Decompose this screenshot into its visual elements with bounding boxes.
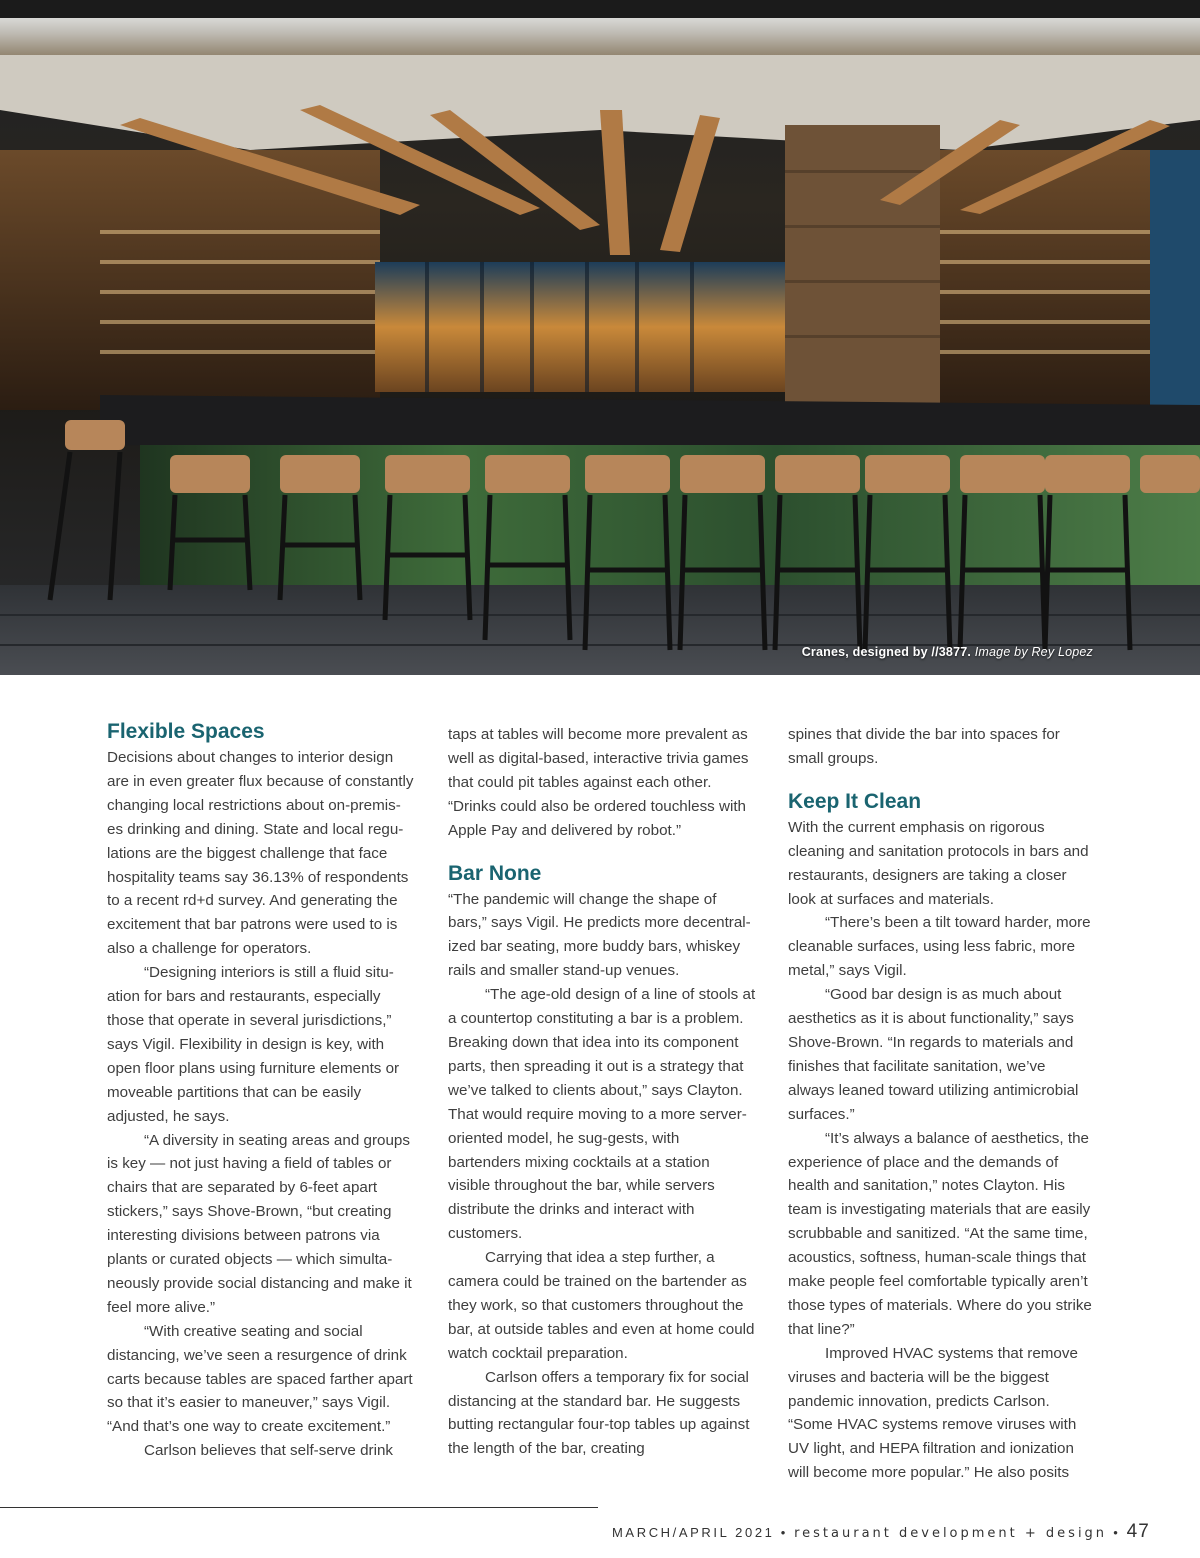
- heading-keep-it-clean: Keep It Clean: [788, 789, 922, 813]
- paragraph: Carlson offers a temporary fix for social distancing at the standard bar. He suggests butting rectangular four-top tables up against the length of the bar, creating: [448, 1368, 750, 1458]
- page-footer: [612, 1521, 1150, 1543]
- bar-interior-illustration: [0, 0, 1200, 675]
- bullet-separator: •: [780, 1525, 795, 1540]
- hero-photo: [0, 0, 1200, 675]
- bullet-separator: •: [1113, 1525, 1127, 1540]
- heading-bar-none: Bar None: [448, 861, 542, 885]
- paragraph: taps at tables will become more prevalent as well as digital-based, interactive trivia games that could pit tables against each other. “Drinks could also be ordered touchless with Apple Pay and delivered by robot.”: [448, 726, 749, 839]
- paragraph: Carrying that idea a step further, a camera could be trained on the bartender as they work, so that customers throughout the bar, at outside tables and even at home could watch cocktail preparation.: [448, 1249, 755, 1362]
- paragraph: spines that divide the bar into spaces for small groups.: [788, 726, 1060, 767]
- paragraph: “Good bar design is as much about aesthetics as it is about functionality,” says Shove-Brown. “In regards to materials and finishes that facilitate sanitation, we’ve always leaned toward utilizing antimicrobial surfaces.”: [788, 986, 1079, 1123]
- paragraph: Carlson believes that self-serve drink: [144, 1442, 394, 1460]
- article-column-1: [107, 718, 415, 1463]
- paragraph: “The pandemic will change the shape of bars,” says Vigil. He predicts more decentral-ized bar seating, more buddy bars, whiskey rails and smaller stand-up venues.: [448, 890, 751, 980]
- paragraph: “There’s been a tilt toward harder, more cleanable surfaces, using less fabric, more metal,” says Vigil.: [788, 914, 1091, 980]
- photo-caption: [802, 645, 1093, 659]
- paragraph: “It’s always a balance of aesthetics, the experience of place and the demands of health and sanitation,” notes Clayton. His team is investigating materials that are easily scrubbable and sanitized. “At the same time, acoustics, softness, human-scale things that make people feel comfortable typically aren’t those types of materials. Where do you strike that line?”: [788, 1129, 1092, 1338]
- paragraph: Decisions about changes to interior design are in even greater flux because of constantly changing local restrictions about on-premis-es drinking and dining. State and local regu-lations are the biggest challenge that face hospitality teams say 36.13% of respondents to a recent rd+d survey. And generating the excitement that bar patrons were used to is also a challenge for operators.: [107, 749, 414, 958]
- paragraph: “A diversity in seating areas and groups is key — not just having a field of tables or chairs that are separated by 6-feet apart stickers,” says Shove-Brown, “but creating interesting divisions between patrons via plants or curated objects — which simulta-neously provide social distancing and make it feel more alive.”: [107, 1131, 412, 1316]
- paragraph: Improved HVAC systems that remove viruses and bacteria will be the biggest pandemic innovation, predicts Carlson. “Some HVAC systems remove viruses with UV light, and HEPA filtration and ionization will become more popular.” He also posits: [788, 1344, 1078, 1482]
- caption-photographer: Image by Rey Lopez: [974, 645, 1093, 659]
- article-column-2: [448, 723, 756, 1461]
- paragraph: “Designing interiors is still a fluid situ-ation for bars and restaurants, especially those that operate in several jurisdictions,” says Vigil. Flexibility in design is key, with open floor plans using furniture elements or moveable partitions that can be easily adjusted, he says.: [107, 964, 400, 1125]
- paragraph: “The age-old design of a line of stools at a countertop constituting a bar is a problem. Breaking down that idea into its component parts, then spreading it out is a strategy that we’ve talked to clients about,” says Clayton. That would require moving to a more server-oriented model, he sug-gests, with bartenders mixing cocktails at a station visible throughout the bar, while servers distribute the drinks and interact with customers.: [448, 986, 756, 1243]
- heading-flexible-spaces: Flexible Spaces: [107, 720, 265, 743]
- page-number: 47: [1126, 1521, 1150, 1542]
- caption-credit: Cranes, designed by //3877.: [801, 645, 972, 659]
- paragraph: “With creative seating and social distancing, we’ve seen a resurgence of drink carts because tables are spaced farther apart so that it’s easier to maneuver,” says Vigil. “And that’s one way to create excitement.”: [107, 1322, 413, 1436]
- paragraph: With the current emphasis on rigorous cleaning and sanitation protocols in bars and restaurants, designers are taking a closer look at surfaces and materials.: [788, 818, 1089, 908]
- footer-issue: MARCH/APRIL 2021: [612, 1525, 775, 1540]
- article-column-3: [788, 723, 1096, 1485]
- footer-rule: [0, 1507, 598, 1508]
- footer-publication: restaurant development + design: [794, 1526, 1108, 1541]
